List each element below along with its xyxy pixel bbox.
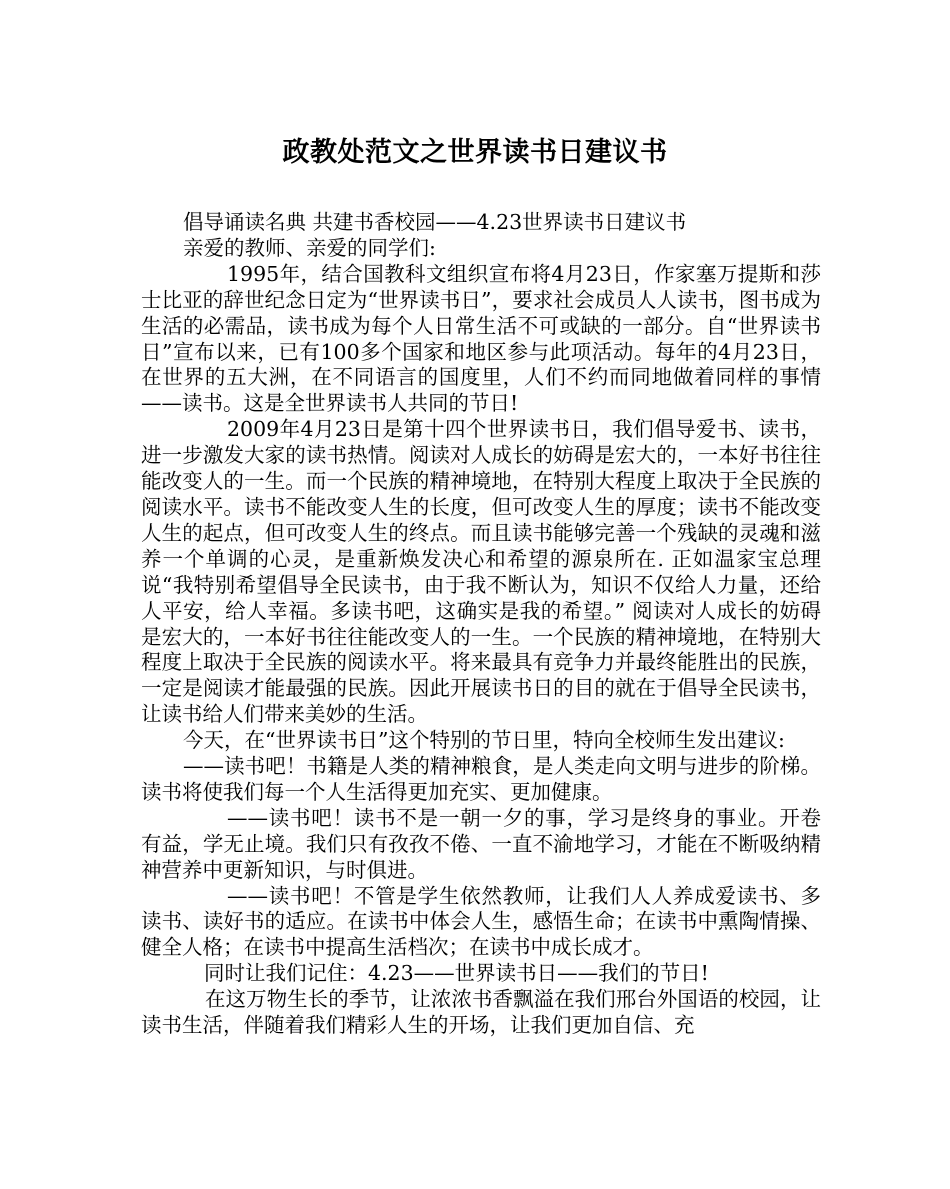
subtitle-paragraph: 倡导诵读名典 共建书香校园——4.23世界读书日建议书 bbox=[183, 210, 687, 234]
document-body bbox=[141, 210, 821, 1039]
document-title: 政教处范文之世界读书日建议书 bbox=[282, 137, 668, 168]
proposal-item: ——读书吧！读书不是一朝一夕的事，学习是终身的事业。开卷有益，学无止境。我们只有孜孜不倦、一直不渝地学习，才能在不断吸纳精神营养中更新知识，与时俱进。 bbox=[141, 805, 821, 882]
body-paragraph: 2009年4月23日是第十四个世界读书日，我们倡导爱书、读书，进一步激发大家的读书热情。阅读对人成长的妨碍是宏大的，一本好书往往能改变人的一生。而一个民族的精神境地，在特别大程度上取决于全民族的阅读水平。读书不能改变人生的长度，但可改变人生的厚度；读书不能改变人生的起点，但可改变人生的终点。而且读书能够完善一个残缺的灵魂和滋养一个单调的心灵，是重新焕发决心和希望的源泉所在. 正如温家宝总理说“我特别希望倡导全民读书，由于我不断认为，知识不仅给人力量，还给人平安，给人幸福。多读书吧，这确实是我的希望。” 阅读对人成长的妨碍是宏大的，一本好书往往能改变人的一生。一个民族的精神境地，在特别大程度上取决于全民族的阅读水平。将来最具有竞争力并最终能胜出的民族，一定是阅读才能最强的民族。因此开展读书日的目的就在于倡导全民读书，让读书给人们带来美妙的生活。 bbox=[141, 417, 821, 727]
body-paragraph: 1995年，结合国教科文组织宣布将4月23日，作家塞万提斯和莎士比亚的辞世纪念日定为“世界读书日”，要求社会成员人人读书，图书成为生活的必需品，读书成为每个人日常生活不可或缺的一部分。自“世界读书日”宣布以来，已有100多个国家和地区参与此项活动。每年的4月23日，在世界的五大洲，在不同语言的国度里，人们不约而同地做着同样的事情——读书。这是全世界读书人共同的节日! bbox=[141, 261, 821, 416]
body-paragraph: 今天，在“世界读书日”这个特别的节日里，特向全校师生发出建议: bbox=[183, 728, 785, 753]
proposal-item: ——读书吧！书籍是人类的精神粮食，是人类走向文明与进步的阶梯。读书将使我们每一个人生活得更加充实、更加健康。 bbox=[141, 754, 821, 804]
salutation-paragraph: 亲爱的教师、亲爱的同学们: bbox=[183, 235, 436, 260]
proposal-item: ——读书吧！不管是学生依然教师，让我们人人养成爱读书、多读书、读好书的适应。在读书中体会人生，感悟生命；在读书中熏陶情操、健全人格；在读书中提高生活档次；在读书中成长成才。 bbox=[141, 883, 821, 960]
body-paragraph: 同时让我们记住：4.23——世界读书日——我们的节日! bbox=[204, 961, 709, 986]
body-paragraph: 在这万物生长的季节，让浓浓书香飘溢在我们邢台外国语的校园，让读书生活，伴随着我们精彩人生的开场，让我们更加自信、充 bbox=[141, 987, 821, 1038]
